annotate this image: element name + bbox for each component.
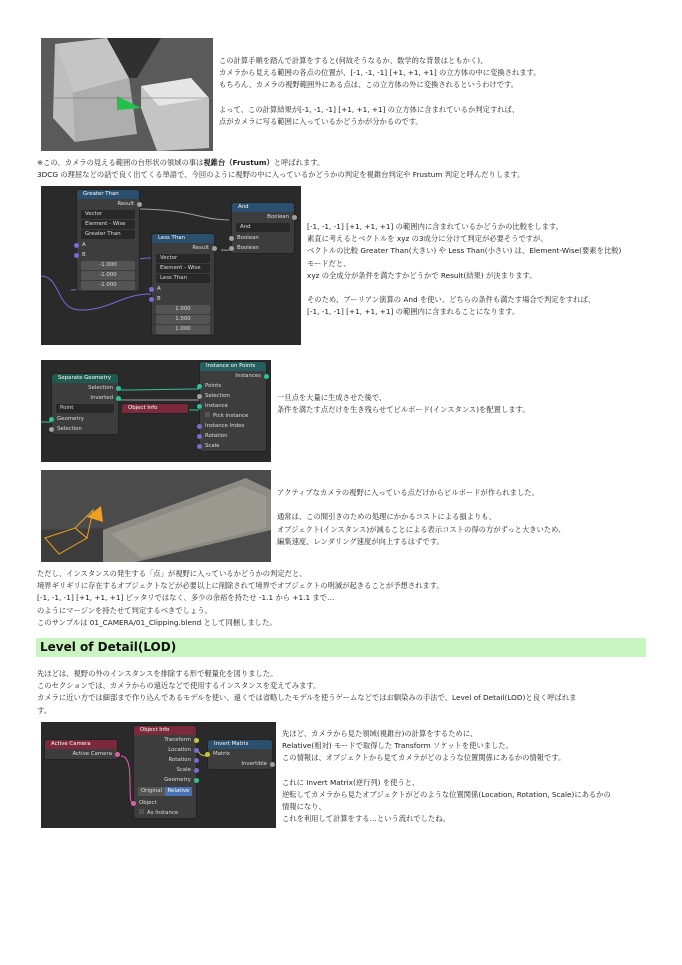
original-button[interactable]: Original <box>138 787 165 796</box>
instance-pick: Pick Instance <box>213 413 249 419</box>
socket[interactable] <box>194 758 199 763</box>
text-line: これに Invert Matrix(逆行列) を使うと、 <box>282 777 420 787</box>
instance-on-points-node[interactable] <box>199 361 267 452</box>
less-than-mode-dropdown[interactable]: Element - Wise <box>156 264 210 273</box>
note-bold-term: 視錐台（Frustum） <box>203 158 274 167</box>
greater-than-mode-dropdown[interactable]: Element - Wise <box>81 220 135 229</box>
and-node[interactable] <box>231 202 295 254</box>
lod-intro-text <box>37 668 576 717</box>
text-line: 点がカメラに写る範囲に入っているかどうかが分かるのです。 <box>219 116 423 126</box>
object-info-rotation: Rotation <box>168 757 191 763</box>
greater-than-title: Greater Than <box>77 190 139 199</box>
socket[interactable] <box>197 444 202 449</box>
less-than-type-dropdown[interactable]: Vector <box>156 254 210 263</box>
active-camera-out: Active Camera <box>72 751 112 757</box>
invert-matrix-node[interactable] <box>207 739 273 770</box>
greater-than-b-z[interactable]: -1.000 <box>81 281 135 290</box>
object-info-scale: Scale <box>176 767 191 773</box>
less-than-result: Result <box>192 245 209 251</box>
text-line: 先ほど、カメラから見た領域(視錐台)の計算をするために、 <box>282 729 478 738</box>
greater-than-b-y[interactable]: -1.000 <box>81 271 135 280</box>
text-line: xyz の全成分が条件を満たすかどうかで Result(結果) が決まります。 <box>307 270 537 280</box>
text-line: 条件を満たす点だけを生き残らせてビルボード(インスタンス)を配置します。 <box>277 405 530 415</box>
socket[interactable] <box>264 374 269 379</box>
active-camera-title: Active Camera <box>45 740 117 749</box>
less-than-op-dropdown[interactable]: Less Than <box>156 274 210 283</box>
text-line: のようにマージンを持たせて判定するべきでしょう。 <box>37 605 212 615</box>
socket[interactable] <box>205 752 210 757</box>
text-line: [-1, -1, -1] [+1, +1, +1] の範囲内に含まれているかどうかの比較をします。 <box>307 222 563 231</box>
separate-geometry-in: Geometry <box>57 416 84 422</box>
object-info-node[interactable] <box>133 725 197 819</box>
and-in2: Boolean <box>237 245 259 251</box>
culled-billboards-screenshot <box>41 470 271 562</box>
less-than-b: B <box>157 296 161 302</box>
text-line: カメラから見える範囲の各点の位置が、[-1, -1, -1] [+1, +1, +1] の立方体の中に変換されます。 <box>219 68 541 78</box>
text-line: 編集速度、レンダリング速度が向上するはずです。 <box>277 536 444 546</box>
invert-matrix-title: Invert Matrix <box>208 740 272 749</box>
note-prefix: ※この、カメラの見える範囲の台形状の領域の事は <box>37 158 204 167</box>
socket[interactable] <box>194 748 199 753</box>
socket[interactable] <box>116 396 121 401</box>
separate-selection-out: Selection <box>88 385 113 391</box>
less-than-node[interactable] <box>151 233 215 336</box>
socket[interactable] <box>197 424 202 429</box>
socket[interactable] <box>197 434 202 439</box>
and-out: Boolean <box>267 214 289 220</box>
socket[interactable] <box>212 246 217 251</box>
socket[interactable] <box>137 202 142 207</box>
instance-points: Points <box>205 383 222 389</box>
text-line: アクティブなカメラの視野に入っている点だけからビルボードが作られました。 <box>277 488 539 497</box>
less-than-a: A <box>157 286 161 292</box>
text-line: [-1, -1, -1] [+1, +1, +1] ピッタリではなく、多少の余裕を持たせ -1.1 から +1.1 まで… <box>37 593 335 603</box>
greater-than-op-dropdown[interactable]: Greater Than <box>81 230 135 239</box>
socket[interactable] <box>116 386 121 391</box>
as-instance-checkbox[interactable] <box>139 809 144 814</box>
instance-selection: Selection <box>205 393 230 399</box>
object-info-as-instance: As Instance <box>147 810 179 816</box>
text-line: よって、この計算結果が[-1, -1, -1] [+1, +1, +1] の立方体に含まれているか判定すれば、 <box>219 104 520 114</box>
socket[interactable] <box>229 236 234 241</box>
text-line: 先ほどは、視野の外のインスタンスを排除する形で軽量化を図りました。 <box>37 669 278 678</box>
object-info-location: Location <box>168 747 191 753</box>
frustum-viewport-illustration <box>41 38 213 151</box>
object-info-object: Object <box>139 800 157 806</box>
separate-domain-dropdown[interactable]: Point <box>56 404 114 413</box>
instance-index: Instance Index <box>205 423 245 429</box>
instance-nodes-screenshot <box>41 360 271 462</box>
object-info-transform: Transform <box>164 737 191 743</box>
separate-geometry-title: Separate Geometry <box>52 374 118 383</box>
text-line: モードだと、 <box>307 258 351 268</box>
text-line: 逆転してカメラから見たオブジェクトがどのような位置関係(Location, Rotation, Scale)にあるかの <box>282 789 611 799</box>
frustum-viewport-screenshot <box>41 38 213 151</box>
object-info-title: Object Info <box>134 726 196 735</box>
greater-than-node[interactable] <box>76 189 140 292</box>
text-line: そのため、ブーリアン演算の And を使い、どちらの条件も満たす場合で判定をすれば、 <box>307 295 596 305</box>
greater-than-a: A <box>82 242 86 248</box>
text-line: ただし、インスタンスの発生する「点」が視野に入っているかどうかの判定だと、 <box>37 569 307 578</box>
section5-text <box>37 568 444 629</box>
text-line: す。 <box>37 705 52 715</box>
note-suffix: と呼ばれます。 <box>273 158 325 167</box>
separate-inverted: Inverted <box>90 395 113 401</box>
lod-nodes-screenshot <box>41 722 276 828</box>
relative-button[interactable]: Relative <box>165 787 192 796</box>
socket[interactable] <box>197 384 202 389</box>
text-line: カメラに近い方では細部まで作り込んであるモデルを使い、遠くでは省略したモデルを使うゲームなどではお馴染みの手法で、Level of Detail(LOD)と良く呼ばれま <box>37 693 577 703</box>
socket[interactable] <box>194 738 199 743</box>
instance-on-points-title: Instance on Points <box>200 362 266 371</box>
relative-toggle <box>138 787 192 796</box>
and-op-dropdown[interactable]: And <box>236 223 290 232</box>
section6-text <box>282 728 611 826</box>
text-line: 通常は、この間引きのための処理にかかるコストによる損よりも、 <box>277 512 496 522</box>
instance-out: Instances <box>235 373 261 379</box>
billboard-field-illustration <box>41 470 271 562</box>
less-than-b-x[interactable]: 1.000 <box>156 305 210 314</box>
greater-than-b: B <box>82 252 86 258</box>
text-line: 情報になり、 <box>282 802 326 812</box>
socket[interactable] <box>49 427 54 432</box>
socket[interactable] <box>74 243 79 248</box>
greater-than-result: Result <box>117 201 134 207</box>
socket[interactable] <box>229 246 234 251</box>
socket[interactable] <box>197 394 202 399</box>
text-line: 境界ギリギリに存在するオブジェクトなどが必要以上に削除されて境界でオブジェクトの明滅が起きることが予想されます。 <box>37 581 444 591</box>
text-line: 素直に考えるとベクトルを xyz の3成分に分けて判定が必要そうですが、 <box>307 234 548 244</box>
text-line: この計算手順を踏んで計算をすると(何故そうなるか、数学的な背景はともかく)、 <box>219 56 488 65</box>
separate-selection-in: Selection <box>57 426 82 432</box>
text-line: オブジェクト(インスタンス)が減ることによる表示コストの得の方がずっと大きいため、 <box>277 524 566 534</box>
active-camera-node[interactable] <box>44 739 118 760</box>
text-line: Relative(相対) モードで取得した Transform ソケットを使いました。 <box>282 741 513 751</box>
text-line: このセクションでは、カメラからの遠近などで使用するインスタンスを変えてみます。 <box>37 681 321 691</box>
socket[interactable] <box>197 404 202 409</box>
instance-scale: Scale <box>205 443 220 449</box>
socket[interactable] <box>149 297 154 302</box>
invert-matrix-in: Matrix <box>213 751 230 757</box>
pick-instance-checkbox[interactable] <box>205 412 210 417</box>
less-than-b-z[interactable]: 1.000 <box>156 325 210 334</box>
less-than-b-y[interactable]: 1.000 <box>156 315 210 324</box>
object-info-node-collapsed[interactable] <box>121 403 189 414</box>
less-than-title: Less Than <box>152 234 214 243</box>
greater-than-b-x[interactable]: -1.000 <box>81 261 135 270</box>
socket[interactable] <box>270 762 275 767</box>
socket[interactable] <box>115 752 120 757</box>
instance-rotation: Rotation <box>205 433 228 439</box>
text-line: このサンプルは 01_CAMERA/01_Clipping.blend として同梱しました。 <box>37 617 277 627</box>
socket[interactable] <box>149 287 154 292</box>
greater-than-type-dropdown[interactable]: Vector <box>81 210 135 219</box>
socket[interactable] <box>194 778 199 783</box>
section3-text <box>277 392 530 416</box>
text-line: ベクトルの比較 Greater Than(大きい) や Less Than(小さい) は、Element-Wise(要素を比較) <box>307 246 622 256</box>
section4-text <box>277 487 565 548</box>
separate-geometry-node[interactable] <box>51 373 119 435</box>
text-line: この情報は、オブジェクトから見てカメラがどのような位置関係にあるかの情報です。 <box>282 753 566 763</box>
text-line: 一旦点を大量に生成させた後で、 <box>277 393 387 402</box>
section2-text <box>307 221 621 319</box>
lod-heading-band <box>36 638 646 657</box>
note-line2: 3DCG の理屈などの話で良く出てくる単語で、今回のように視野の中に入っているかどうかの判定を視錐台判定や Frustum 判定と呼んだりします。 <box>37 170 525 180</box>
socket[interactable] <box>74 253 79 258</box>
socket[interactable] <box>292 215 297 220</box>
compare-nodes-screenshot <box>41 186 301 345</box>
object-info-title: Object Info <box>122 404 188 413</box>
and-title: And <box>232 203 294 212</box>
socket[interactable] <box>131 801 136 806</box>
invert-invertible: Invertible <box>241 761 267 767</box>
text-line: [-1, -1, -1] [+1, +1, +1] の範囲内に含まれることになります。 <box>307 307 520 317</box>
socket[interactable] <box>49 417 54 422</box>
and-in1: Boolean <box>237 235 259 241</box>
instance-instance: Instance <box>205 403 228 409</box>
socket[interactable] <box>194 768 199 773</box>
lod-heading: Level of Detail(LOD) <box>40 640 177 654</box>
section1-text <box>219 55 541 128</box>
text-line: これを利用して計算をする…という流れでしたね。 <box>282 814 450 824</box>
frustum-note <box>37 157 524 181</box>
object-info-geometry: Geometry <box>164 777 191 783</box>
text-line: もちろん、カメラの視野範囲外にある点は、この立方体の外に変換されるというわけです。 <box>219 80 519 90</box>
